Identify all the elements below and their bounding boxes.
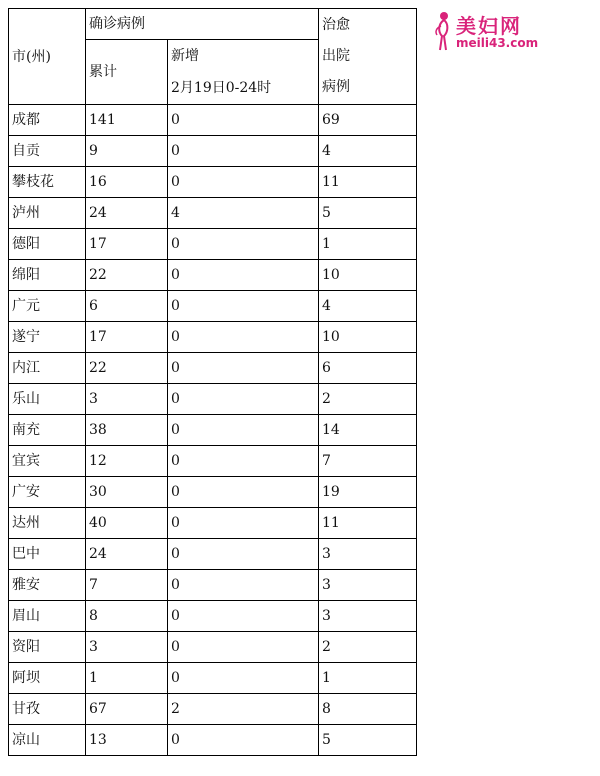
header-cured-line3: 病例 [322,79,350,95]
city-cell: 成都 [9,105,86,136]
cumulative-cell: 17 [86,322,168,353]
new-cell: 0 [168,725,319,756]
new-cell: 0 [168,632,319,663]
new-cell: 0 [168,291,319,322]
cumulative-cell: 30 [86,477,168,508]
cumulative-cell: 12 [86,446,168,477]
new-cell: 0 [168,663,319,694]
cured-cell: 4 [319,136,417,167]
header-confirmed: 确诊病例 [86,9,319,40]
cured-cell: 1 [319,229,417,260]
table-row [9,632,417,663]
cumulative-cell: 7 [86,570,168,601]
cured-cell: 6 [319,353,417,384]
cumulative-cell: 40 [86,508,168,539]
city-cell: 泸州 [9,198,86,229]
header-new-period: 2月19日0-24时 [171,80,272,96]
city-cell: 遂宁 [9,322,86,353]
table-row [9,694,417,725]
cured-cell: 8 [319,694,417,725]
cured-cell: 3 [319,601,417,632]
cured-cell: 4 [319,291,417,322]
city-cell: 甘孜 [9,694,86,725]
city-cell: 自贡 [9,136,86,167]
city-cell: 乐山 [9,384,86,415]
cured-cell: 10 [319,322,417,353]
city-cell: 凉山 [9,725,86,756]
cumulative-cell: 17 [86,229,168,260]
table-row [9,260,417,291]
site-watermark [432,8,592,56]
woman-silhouette-icon [432,10,454,52]
table-row [9,291,417,322]
city-cell: 南充 [9,415,86,446]
header-city: 市(州) [9,9,86,105]
new-cell: 0 [168,384,319,415]
new-cell: 0 [168,415,319,446]
cumulative-cell: 22 [86,260,168,291]
city-cell: 德阳 [9,229,86,260]
header-cumulative: 累计 [86,40,168,105]
cumulative-cell: 67 [86,694,168,725]
city-cell: 巴中 [9,539,86,570]
watermark-domain: meili43.com [456,36,539,50]
cumulative-cell: 3 [86,384,168,415]
cured-cell: 5 [319,198,417,229]
new-cell: 0 [168,570,319,601]
new-cell: 0 [168,446,319,477]
cumulative-cell: 141 [86,105,168,136]
city-cell: 雅安 [9,570,86,601]
city-cell: 攀枝花 [9,167,86,198]
cured-cell: 11 [319,167,417,198]
cured-cell: 14 [319,415,417,446]
cumulative-cell: 3 [86,632,168,663]
cured-cell: 10 [319,260,417,291]
cured-cell: 5 [319,725,417,756]
table-row [9,477,417,508]
cumulative-cell: 8 [86,601,168,632]
cumulative-cell: 1 [86,663,168,694]
cumulative-cell: 22 [86,353,168,384]
city-cell: 资阳 [9,632,86,663]
cured-cell: 2 [319,632,417,663]
table-row [9,539,417,570]
cured-cell: 69 [319,105,417,136]
new-cell: 0 [168,105,319,136]
case-statistics-table [8,8,417,756]
cumulative-cell: 24 [86,198,168,229]
city-cell: 绵阳 [9,260,86,291]
cured-cell: 11 [319,508,417,539]
header-new [168,40,319,105]
header-new-label: 新增 [171,48,199,64]
cumulative-cell: 9 [86,136,168,167]
city-cell: 阿坝 [9,663,86,694]
cumulative-cell: 6 [86,291,168,322]
cured-cell: 3 [319,570,417,601]
table-row [9,725,417,756]
cured-cell: 19 [319,477,417,508]
table-row [9,322,417,353]
header-cured-line1: 治愈 [322,17,350,33]
city-cell: 眉山 [9,601,86,632]
new-cell: 0 [168,322,319,353]
new-cell: 0 [168,136,319,167]
table-row [9,601,417,632]
city-cell: 宜宾 [9,446,86,477]
cured-cell: 1 [319,663,417,694]
cured-cell: 7 [319,446,417,477]
table-row [9,167,417,198]
table-row [9,446,417,477]
table-row [9,663,417,694]
new-cell: 2 [168,694,319,725]
table-row [9,136,417,167]
watermark-brand: 美妇网 [456,14,522,38]
table-row [9,384,417,415]
table-row [9,105,417,136]
table-row [9,508,417,539]
table-row [9,198,417,229]
cumulative-cell: 24 [86,539,168,570]
cumulative-cell: 38 [86,415,168,446]
new-cell: 0 [168,477,319,508]
new-cell: 0 [168,260,319,291]
cumulative-cell: 16 [86,167,168,198]
city-cell: 广元 [9,291,86,322]
header-cured-line2: 出院 [322,48,350,64]
new-cell: 0 [168,508,319,539]
city-cell: 达州 [9,508,86,539]
new-cell: 0 [168,167,319,198]
cured-cell: 3 [319,539,417,570]
table-row [9,229,417,260]
new-cell: 4 [168,198,319,229]
cumulative-cell: 13 [86,725,168,756]
city-cell: 广安 [9,477,86,508]
new-cell: 0 [168,229,319,260]
new-cell: 0 [168,353,319,384]
new-cell: 0 [168,539,319,570]
table-row [9,415,417,446]
header-cured [319,9,417,105]
table-row [9,353,417,384]
new-cell: 0 [168,601,319,632]
table-row [9,570,417,601]
city-cell: 内江 [9,353,86,384]
cured-cell: 2 [319,384,417,415]
